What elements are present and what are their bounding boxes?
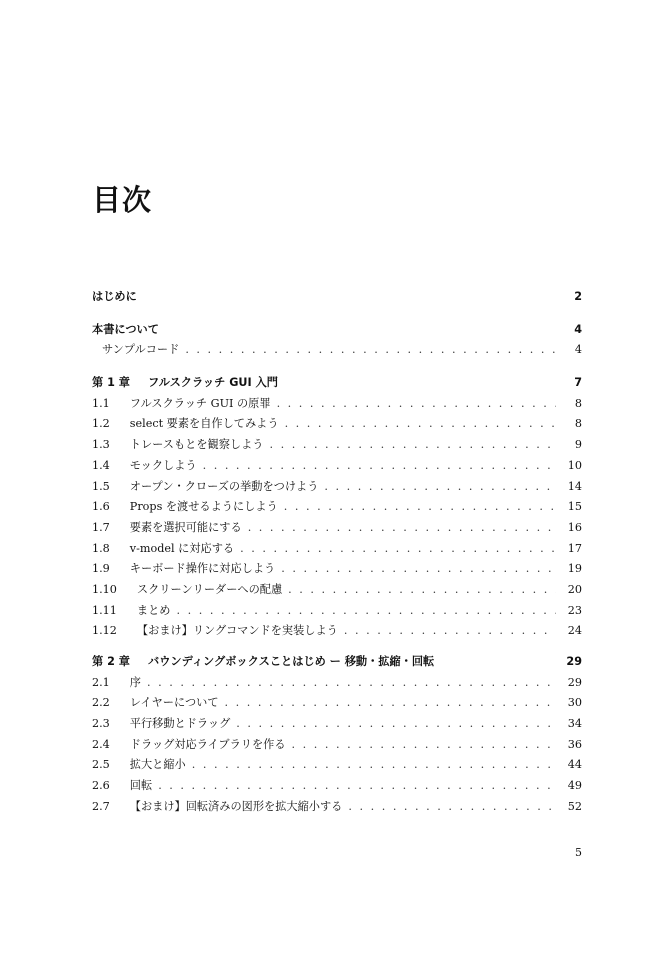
section-title: フルスクラッチ GUI の原罪 bbox=[129, 396, 271, 410]
section-number: 2.7 bbox=[92, 799, 110, 813]
toc-entry-page: 17 bbox=[567, 541, 582, 555]
section-title: オープン・クローズの挙動をつけよう bbox=[129, 479, 319, 493]
toc-section-entry[interactable] bbox=[92, 622, 582, 643]
toc-section-entry[interactable] bbox=[92, 694, 582, 715]
section-title: 【おまけ】回転済みの図形を拡大縮小する bbox=[129, 799, 343, 813]
toc-entry-page: 2 bbox=[574, 290, 582, 303]
toc-section-entry[interactable] bbox=[92, 581, 582, 602]
toc-section-entry[interactable] bbox=[92, 715, 582, 736]
section-title: 【おまけ】リングコマンドを実装しよう bbox=[136, 624, 338, 638]
toc-section-entry[interactable] bbox=[92, 736, 582, 757]
section-number: 2.2 bbox=[92, 696, 110, 710]
toc-entry-page: 44 bbox=[567, 758, 582, 772]
section-number: 1.12 bbox=[92, 624, 117, 638]
toc-entry-page: 10 bbox=[567, 458, 582, 472]
section-number: 1.1 bbox=[92, 396, 110, 410]
toc-entry-page: 29 bbox=[566, 655, 582, 668]
toc-entry-page: 30 bbox=[567, 696, 582, 710]
toc-section-entry[interactable] bbox=[92, 498, 582, 519]
toc-entry-label: サンプルコード bbox=[102, 343, 180, 357]
leader-dots bbox=[277, 397, 556, 410]
toc-entry-page: 20 bbox=[567, 582, 582, 596]
toc-section-entry[interactable] bbox=[92, 777, 582, 798]
section-number: 2.3 bbox=[92, 717, 110, 731]
section-title: Props を渡せるようにしよう bbox=[129, 500, 278, 514]
section-title: 回転 bbox=[129, 779, 153, 793]
toc-chapter-2[interactable] bbox=[92, 653, 582, 674]
toc-section-entry[interactable] bbox=[92, 540, 582, 561]
section-number: 2.6 bbox=[92, 779, 110, 793]
section-title: 要素を選択可能にする bbox=[129, 520, 242, 534]
section-title: トレースもとを観察しよう bbox=[129, 438, 264, 452]
toc-entry-sample-code[interactable] bbox=[92, 341, 582, 362]
toc-section-entry[interactable] bbox=[92, 560, 582, 581]
toc-entry-page: 14 bbox=[567, 479, 582, 493]
toc-section-entry[interactable] bbox=[92, 436, 582, 457]
leader-dots bbox=[281, 562, 556, 575]
leader-dots bbox=[344, 624, 556, 637]
toc-entry-page: 4 bbox=[574, 322, 582, 336]
toc-entry-about[interactable] bbox=[92, 321, 582, 342]
leader-dots bbox=[288, 583, 556, 596]
toc-entry-page: 4 bbox=[574, 343, 582, 357]
leader-dots bbox=[348, 800, 556, 813]
section-number: 1.3 bbox=[92, 438, 110, 452]
toc-entry-page: 7 bbox=[574, 376, 582, 390]
toc-entry-page: 29 bbox=[567, 675, 582, 689]
section-title: 平行移動とドラッグ bbox=[129, 717, 231, 731]
leader-dots bbox=[236, 717, 556, 730]
section-title: レイヤーについて bbox=[129, 696, 219, 710]
leader-dots bbox=[158, 779, 556, 792]
toc-entry-page: 8 bbox=[574, 417, 582, 431]
chapter-1-sections bbox=[92, 395, 582, 643]
leader-dots bbox=[292, 738, 556, 751]
section-number: 1.7 bbox=[92, 520, 110, 534]
toc-entry-page: 36 bbox=[567, 737, 582, 751]
toc-entry-page: 52 bbox=[567, 799, 582, 813]
toc-section-entry[interactable] bbox=[92, 415, 582, 436]
section-number: 1.10 bbox=[92, 582, 117, 596]
toc-section-entry[interactable] bbox=[92, 602, 582, 623]
section-title: 拡大と縮小 bbox=[129, 758, 186, 772]
toc-entry-page: 23 bbox=[567, 603, 582, 617]
leader-dots bbox=[192, 758, 556, 771]
section-title: キーボード操作に対応しよう bbox=[129, 562, 276, 576]
leader-dots bbox=[284, 500, 556, 513]
section-title: スクリーンリーダーへの配慮 bbox=[136, 582, 283, 596]
section-title: モックしよう bbox=[129, 458, 197, 472]
toc-entry-page: 8 bbox=[574, 396, 582, 410]
leader-dots bbox=[147, 676, 556, 689]
leader-dots bbox=[177, 604, 557, 617]
chapter-title: バウンディングボックスことはじめ ー 移動・拡縮・回転 bbox=[148, 655, 435, 668]
section-title: ドラッグ対応ライブラリを作る bbox=[129, 737, 286, 751]
section-number: 2.5 bbox=[92, 758, 110, 772]
toc-section-entry[interactable] bbox=[92, 478, 582, 499]
section-number: 2.1 bbox=[92, 675, 110, 689]
leader-dots bbox=[324, 480, 556, 493]
section-number: 1.9 bbox=[92, 562, 110, 576]
toc-section-entry[interactable] bbox=[92, 519, 582, 540]
chapter-2-sections bbox=[92, 674, 582, 819]
toc-section-entry[interactable] bbox=[92, 457, 582, 478]
section-number: 1.4 bbox=[92, 458, 110, 472]
toc-chapter-1[interactable] bbox=[92, 374, 582, 395]
toc-entry-label: 本書について bbox=[92, 322, 159, 336]
toc-entry-page: 34 bbox=[567, 717, 582, 731]
page-number: 5 bbox=[575, 846, 582, 859]
leader-dots bbox=[203, 459, 556, 472]
section-number: 1.6 bbox=[92, 500, 110, 514]
toc-section-entry[interactable] bbox=[92, 798, 582, 819]
section-title: 序 bbox=[129, 675, 141, 689]
leader-dots bbox=[225, 696, 556, 709]
toc-entry-label: はじめに bbox=[92, 290, 137, 303]
toc-entry-page: 19 bbox=[567, 562, 582, 576]
section-number: 1.8 bbox=[92, 541, 110, 555]
leader-dots bbox=[285, 417, 556, 430]
toc-section-entry[interactable] bbox=[92, 674, 582, 695]
toc-section-entry[interactable] bbox=[92, 395, 582, 416]
leader-dots bbox=[240, 542, 556, 555]
toc-entry-page: 9 bbox=[574, 438, 582, 452]
toc-entry-page: 24 bbox=[567, 624, 582, 638]
section-title: v-model に対応する bbox=[129, 541, 235, 555]
chapter-title: フルスクラッチ GUI 入門 bbox=[148, 376, 278, 390]
section-number: 2.4 bbox=[92, 737, 110, 751]
toc-entry-page: 49 bbox=[567, 779, 582, 793]
section-number: 1.11 bbox=[92, 603, 117, 617]
section-number: 1.2 bbox=[92, 417, 110, 431]
leader-dots bbox=[270, 438, 557, 451]
section-number: 1.5 bbox=[92, 479, 110, 493]
page-title: 目次 bbox=[92, 183, 153, 217]
toc-entry-page: 16 bbox=[567, 520, 582, 534]
section-title: まとめ bbox=[136, 603, 171, 617]
toc-entry-page: 15 bbox=[567, 500, 582, 514]
leader-dots bbox=[248, 521, 556, 534]
table-of-contents bbox=[92, 288, 582, 819]
toc-section-entry[interactable] bbox=[92, 756, 582, 777]
section-title: select 要素を自作してみよう bbox=[129, 417, 279, 431]
chapter-number: 第 2 章 bbox=[92, 655, 130, 668]
toc-entry-intro[interactable] bbox=[92, 288, 582, 309]
leader-dots bbox=[185, 343, 556, 356]
chapter-number: 第 1 章 bbox=[92, 376, 130, 390]
